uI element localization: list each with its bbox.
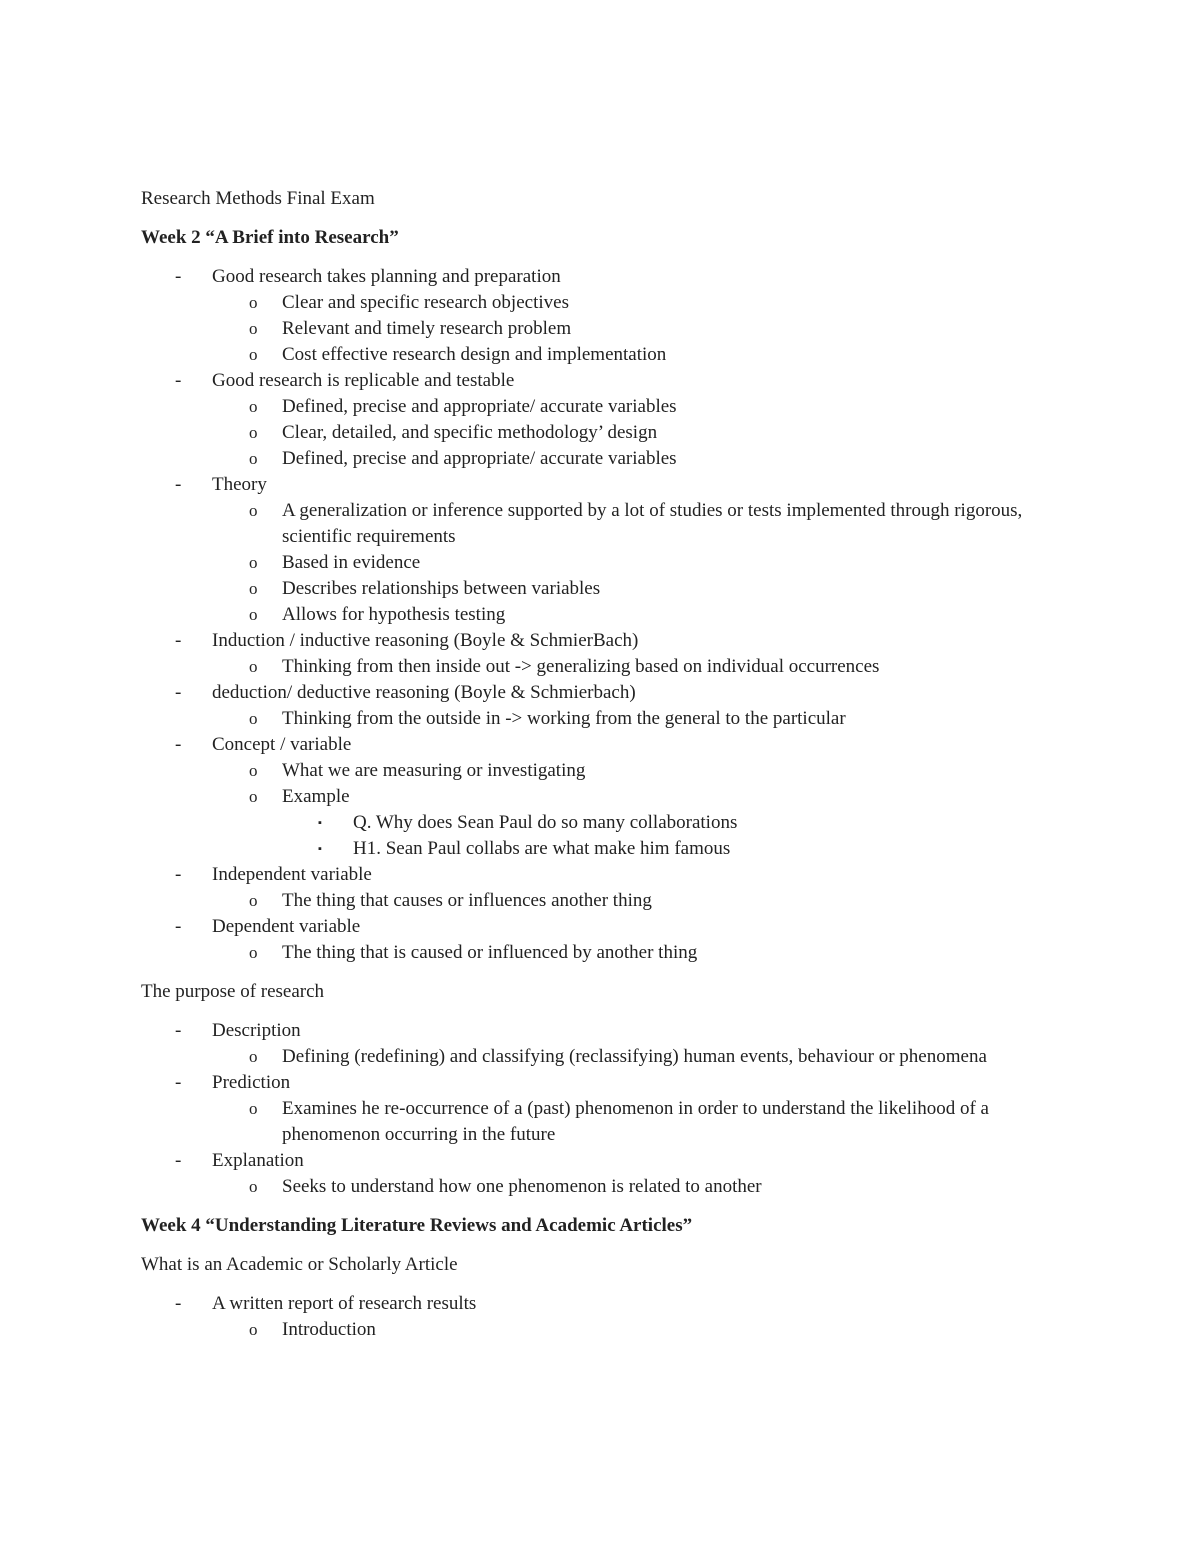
document-title: Research Methods Final Exam [141, 188, 375, 209]
list-item-text: Explanation [212, 1150, 304, 1171]
list-item-text: Theory [212, 474, 267, 495]
bullet-list [141, 264, 1061, 966]
list-item-level-2 [141, 784, 1061, 810]
list-item-text: Allows for hypothesis testing [282, 604, 506, 625]
circle-bullet-icon: o [249, 423, 258, 442]
list-item-text: Cost effective research design and implementation [282, 344, 667, 365]
list-item-level-2 [141, 888, 1061, 914]
circle-bullet-icon: o [249, 345, 258, 364]
list-item-level-2 [141, 576, 1061, 602]
list-item-text: deduction/ deductive reasoning (Boyle & Schmierbach) [212, 682, 636, 703]
dash-bullet-icon: - [175, 734, 182, 755]
list-item-text: Good research is replicable and testable [212, 370, 515, 391]
dash-bullet-icon: - [175, 1072, 182, 1093]
list-item-level-1 [141, 680, 1061, 706]
list-item-text: Example [282, 786, 350, 807]
bullet-list [141, 1018, 1061, 1200]
list-item-level-2 [141, 706, 1061, 732]
square-bullet-icon: ▪ [318, 843, 322, 855]
list-item-level-2 [141, 1174, 1061, 1200]
list-item-level-2 [141, 1096, 1061, 1148]
list-item-level-2 [141, 342, 1061, 368]
circle-bullet-icon: o [249, 501, 258, 520]
list-item-level-3 [141, 836, 1061, 862]
list-item-level-1 [141, 862, 1061, 888]
list-item-level-1 [141, 1291, 1061, 1317]
list-item-text: Clear and specific research objectives [282, 292, 569, 313]
dash-bullet-icon: - [175, 370, 182, 391]
dash-bullet-icon: - [175, 474, 182, 495]
list-item-text: Concept / variable [212, 734, 352, 755]
list-item-level-2 [141, 1044, 1061, 1070]
list-item-text: Dependent variable [212, 916, 361, 937]
list-item-level-2 [141, 316, 1061, 342]
list-item-text: Induction / inductive reasoning (Boyle & SchmierBach) [212, 630, 639, 651]
list-item-text: A written report of research results [212, 1293, 477, 1314]
list-item-level-2 [141, 394, 1061, 420]
list-item-level-2 [141, 940, 1061, 966]
circle-bullet-icon: o [249, 787, 258, 806]
list-item-text: Thinking from then inside out -> generalizing based on individual occurrences [282, 656, 880, 677]
circle-bullet-icon: o [249, 1320, 258, 1339]
list-item-text: Defined, precise and appropriate/ accurate variables [282, 396, 677, 417]
dash-bullet-icon: - [175, 1150, 182, 1171]
list-item-level-1 [141, 628, 1061, 654]
list-item-level-1 [141, 914, 1061, 940]
list-item-text: The thing that is caused or influenced by another thing [282, 942, 698, 963]
list-item-level-3 [141, 810, 1061, 836]
list-item-level-2 [141, 1317, 1061, 1343]
list-item-level-2 [141, 758, 1061, 784]
dash-bullet-icon: - [175, 864, 182, 885]
square-bullet-icon: ▪ [318, 817, 322, 829]
section-heading: Week 4 “Understanding Literature Reviews and Academic Articles” [141, 1215, 693, 1236]
list-item-level-1 [141, 264, 1061, 290]
list-item-text: A generalization or inference supported by a lot of studies or tests implemented through rigorous, scientific requirements [282, 500, 1023, 547]
circle-bullet-icon: o [249, 397, 258, 416]
section-subheading: The purpose of research [141, 981, 325, 1002]
list-item-level-2 [141, 446, 1061, 472]
list-item-text: Based in evidence [282, 552, 421, 573]
list-item-text: Independent variable [212, 864, 372, 885]
list-item-level-2 [141, 420, 1061, 446]
section-heading: Week 2 “A Brief into Research” [141, 227, 399, 248]
dash-bullet-icon: - [175, 1020, 182, 1041]
list-item-text: Introduction [282, 1319, 376, 1340]
circle-bullet-icon: o [249, 709, 258, 728]
list-item-text: Good research takes planning and preparation [212, 266, 561, 287]
list-item-text: Q. Why does Sean Paul do so many collaborations [353, 812, 738, 833]
list-item-level-2 [141, 654, 1061, 680]
list-item-text: Prediction [212, 1072, 291, 1093]
circle-bullet-icon: o [249, 449, 258, 468]
circle-bullet-icon: o [249, 1099, 258, 1118]
dash-bullet-icon: - [175, 682, 182, 703]
list-item-level-1 [141, 368, 1061, 394]
list-item-level-2 [141, 290, 1061, 316]
circle-bullet-icon: o [249, 605, 258, 624]
circle-bullet-icon: o [249, 891, 258, 910]
list-item-text: Defined, precise and appropriate/ accurate variables [282, 448, 677, 469]
list-item-text: What we are measuring or investigating [282, 760, 586, 781]
circle-bullet-icon: o [249, 293, 258, 312]
list-item-level-1 [141, 472, 1061, 498]
list-item-text: Description [212, 1020, 301, 1041]
list-item-level-2 [141, 602, 1061, 628]
list-item-level-2 [141, 498, 1061, 550]
dash-bullet-icon: - [175, 630, 182, 651]
circle-bullet-icon: o [249, 579, 258, 598]
list-item-text: H1. Sean Paul collabs are what make him famous [353, 838, 731, 859]
circle-bullet-icon: o [249, 1047, 258, 1066]
list-item-level-1 [141, 1018, 1061, 1044]
section-subheading: What is an Academic or Scholarly Article [141, 1254, 458, 1275]
list-item-level-2 [141, 550, 1061, 576]
circle-bullet-icon: o [249, 657, 258, 676]
bullet-list [141, 1291, 1061, 1343]
list-item-level-1 [141, 1070, 1061, 1096]
list-item-text: Defining (redefining) and classifying (reclassifying) human events, behaviour or phenomena [282, 1046, 987, 1067]
list-item-level-1 [141, 732, 1061, 758]
circle-bullet-icon: o [249, 319, 258, 338]
circle-bullet-icon: o [249, 553, 258, 572]
circle-bullet-icon: o [249, 943, 258, 962]
list-item-text: The thing that causes or influences another thing [282, 890, 652, 911]
circle-bullet-icon: o [249, 1177, 258, 1196]
document-body [141, 186, 1061, 1356]
list-item-text: Seeks to understand how one phenomenon is related to another [282, 1176, 762, 1197]
list-item-text: Thinking from the outside in -> working from the general to the particular [282, 708, 846, 729]
circle-bullet-icon: o [249, 761, 258, 780]
dash-bullet-icon: - [175, 266, 182, 287]
list-item-text: Describes relationships between variables [282, 578, 601, 599]
list-item-text: Relevant and timely research problem [282, 318, 572, 339]
dash-bullet-icon: - [175, 1293, 182, 1314]
list-item-text: Clear, detailed, and specific methodology’ design [282, 422, 658, 443]
dash-bullet-icon: - [175, 916, 182, 937]
list-item-text: Examines he re-occurrence of a (past) phenomenon in order to understand the likelihood of a phenomenon occurring in the future [282, 1098, 989, 1145]
list-item-level-1 [141, 1148, 1061, 1174]
